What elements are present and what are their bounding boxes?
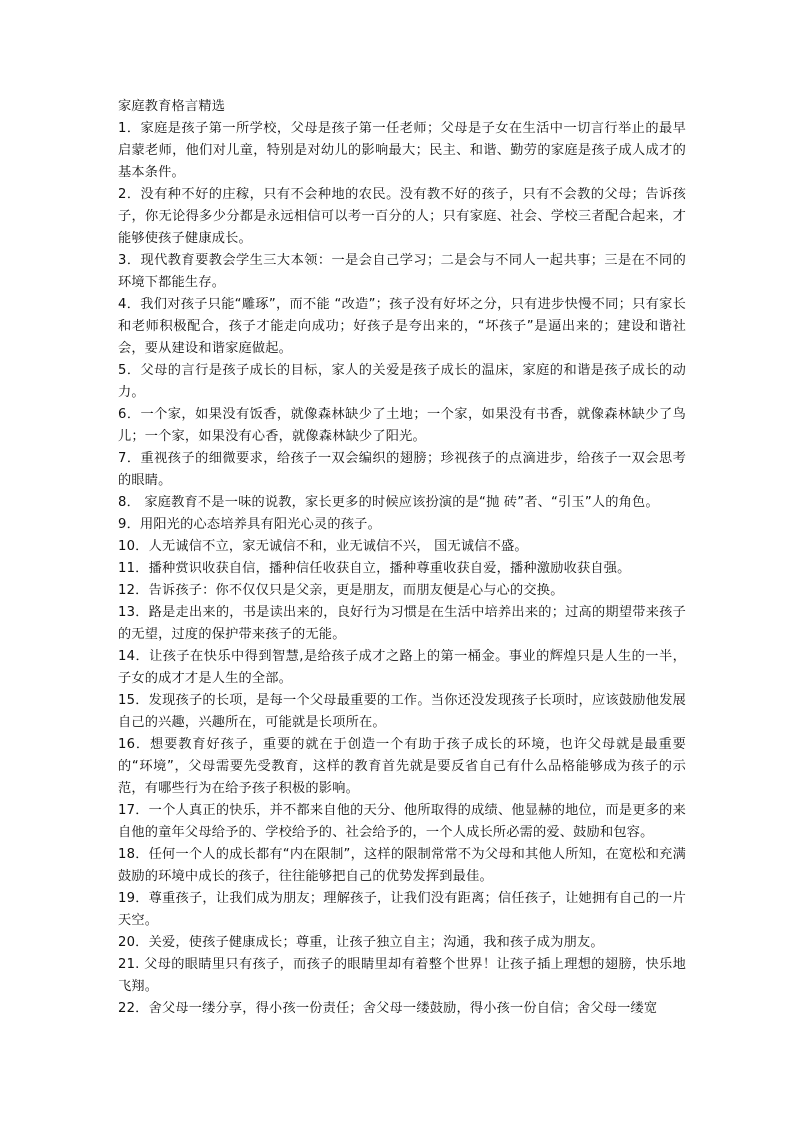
quote-item: 2．没有种不好的庄稼，只有不会种地的农民。没有教不好的孩子，只有不会教的父母；告诉孩子，你无论得多少分都是永远相信可以考一百分的人；只有家庭、社会、学校三者配合起来，才能够使孩子健康成长。	[118, 187, 686, 246]
quote-item: 22．舍父母一缕分享，得小孩一份责任；舍父母一缕鼓励，得小孩一份自信；舍父母一缕宽	[118, 1001, 658, 1016]
quote-item: 10．人无诚信不立，家无诚信不和，业无诚信不兴， 国无诚信不盛。	[118, 539, 528, 554]
quote-item: 13．路是走出来的，书是读出来的，良好行为习惯是在生活中培养出来的；过高的期望带来孩子的无望，过度的保护带来孩子的无能。	[118, 605, 686, 642]
quote-list	[118, 118, 686, 1020]
quote-item: 21. 父母的眼睛里只有孩子，而孩子的眼睛里却有着整个世界！让孩子插上理想的翅膀，快乐地飞翔。	[118, 957, 686, 994]
quote-item: 7．重视孩子的细微要求，给孩子一双会编织的翅膀；珍视孩子的点滴进步，给孩子一双会思考的眼睛。	[118, 451, 686, 488]
quote-item: 11．播种赏识收获自信，播种信任收获自立，播种尊重收获自爱，播种激励收获自强。	[118, 561, 631, 576]
quote-item: 5．父母的言行是孩子成长的目标，家人的关爱是孩子成长的温床，家庭的和谐是孩子成长的动力。	[118, 363, 686, 400]
quote-item: 8． 家庭教育不是一味的说教，家长更多的时候应该扮演的是“抛 砖”者、“引玉”人的角色。	[118, 495, 659, 510]
quote-item: 3．现代教育要教会学生三大本领：一是会自己学习；二是会与不同人一起共事；三是在不同的环境下都能生存。	[118, 253, 686, 290]
quote-item: 16．想要教育好孩子，重要的就在于创造一个有助于孩子成长的环境，也许父母就是最重要的“环境”，父母需要先受教育，这样的教育首先就是要反省自己有什么品格能够成为孩子的示范，有哪些行为在给予孩子积极的影响。	[118, 737, 686, 796]
quote-item: 20．关爱，使孩子健康成长；尊重，让孩子独立自主；沟通，我和孩子成为朋友。	[118, 935, 604, 950]
quote-item: 17．一个人真正的快乐，并不都来自他的天分、他所取得的成绩、他显赫的地位，而是更多的来自他的童年父母给予的、学校给予的、社会给予的，一个人成长所必需的爱、鼓励和包容。	[118, 803, 686, 840]
quote-item: 14．让孩子在快乐中得到智慧,是给孩子成才之路上的第一桶金。事业的辉煌只是人生的一半，子女的成才才是人生的全部。	[118, 649, 686, 686]
quote-item: 19．尊重孩子，让我们成为朋友；理解孩子，让我们没有距离；信任孩子，让她拥有自己的一片天空。	[118, 891, 686, 928]
quote-item: 1．家庭是孩子第一所学校，父母是孩子第一任老师；父母是子女在生活中一切言行举止的最早启蒙老师，他们对儿童，特别是对幼儿的影响最大；民主、和谐、勤劳的家庭是孩子成人成才的基本条件。	[118, 121, 686, 180]
quote-item: 12．告诉孩子：你不仅仅只是父亲，更是朋友，而朋友便是心与心的交换。	[118, 583, 564, 598]
document-page	[118, 96, 686, 1020]
document-title: 家庭教育格言精选	[118, 99, 226, 114]
quote-item: 18．任何一个人的成长都有“内在限制”，这样的限制常常不为父母和其他人所知，在宽松和充满鼓励的环境中成长的孩子，往往能够把自己的优势发挥到最佳。	[118, 847, 686, 884]
quote-item: 4．我们对孩子只能“雕琢”，而不能 “改造”；孩子没有好坏之分，只有进步快慢不同；只有家长和老师积极配合，孩子才能走向成功；好孩子是夸出来的，“坏孩子”是逼出来的；建设和谐社会，要从建设和谐家庭做起。	[118, 297, 686, 356]
quote-item: 6．一个家，如果没有饭香，就像森林缺少了土地；一个家，如果没有书香，就像森林缺少了鸟儿；一个家，如果没有心香，就像森林缺少了阳光。	[118, 407, 686, 444]
quote-item: 15．发现孩子的长项，是每一个父母最重要的工作。当你还没发现孩子长项时，应该鼓励他发展自己的兴趣，兴趣所在，可能就是长项所在。	[118, 693, 686, 730]
quote-item: 9．用阳光的心态培养具有阳光心灵的孩子。	[118, 517, 381, 532]
